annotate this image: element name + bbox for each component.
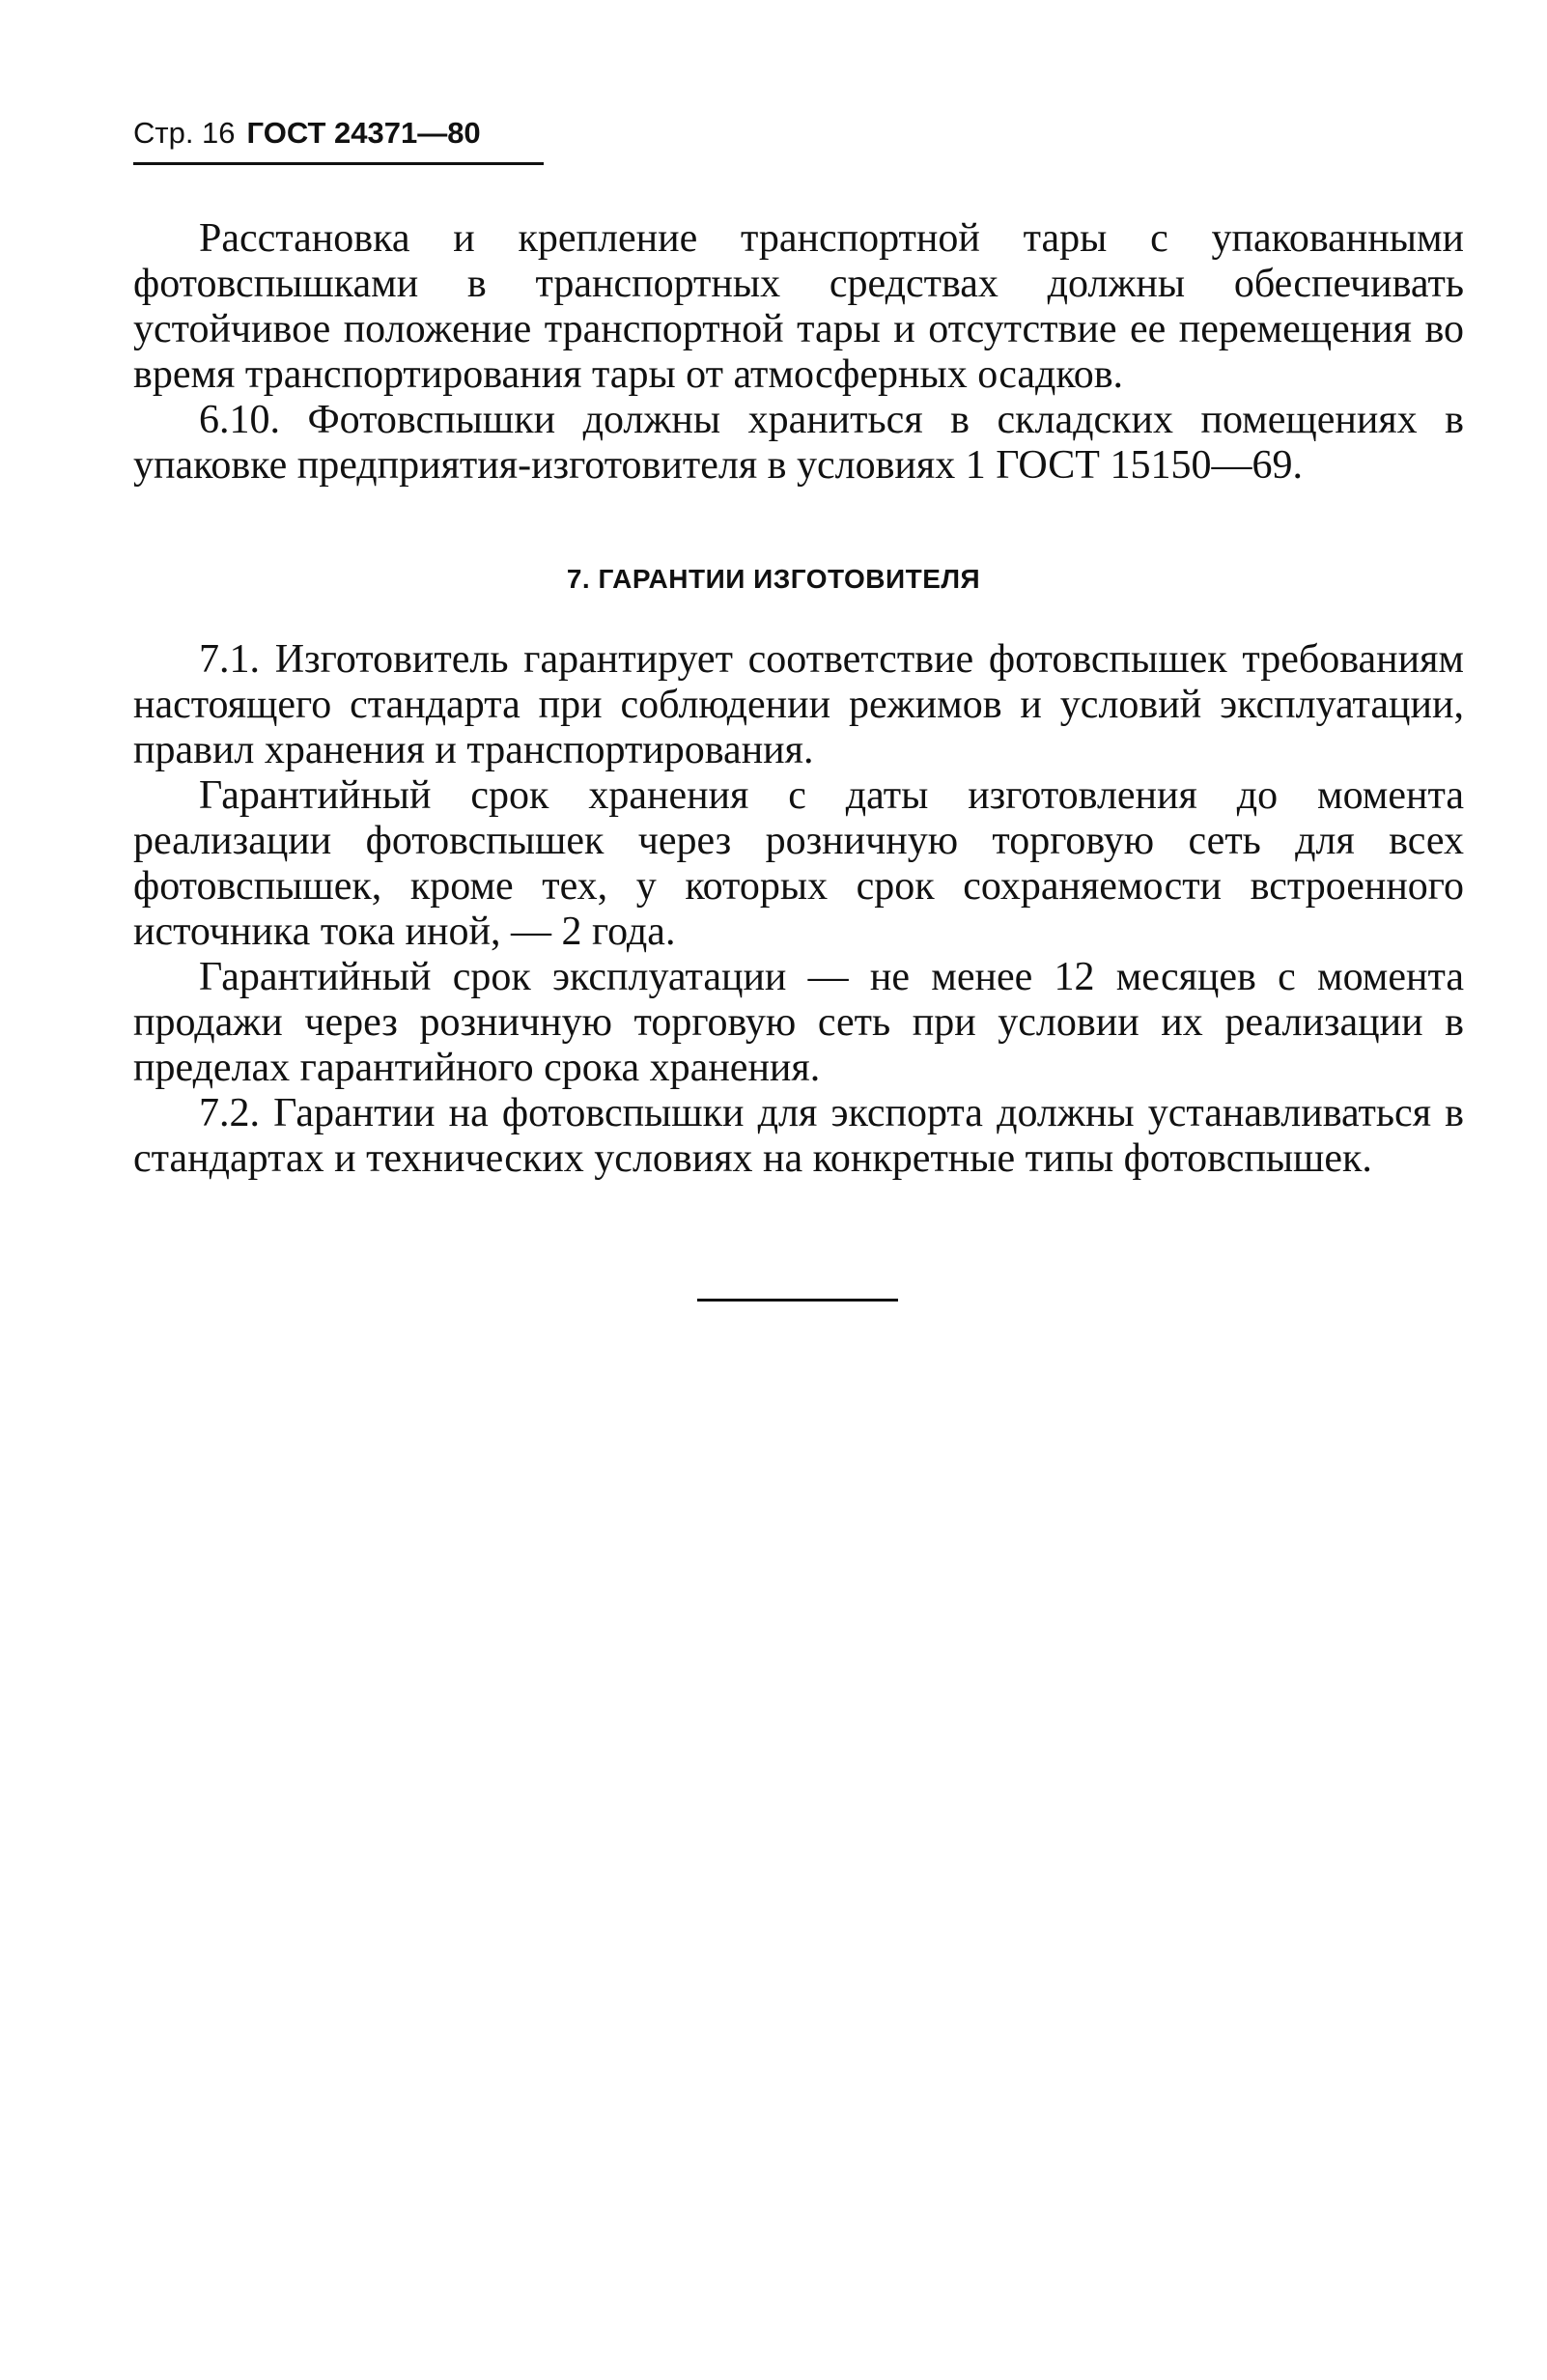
paragraph: Гарантийный срок эксплуатации — не менее 12 месяцев с момента продажи через розничную торговую сеть при условии их реализации в пределах гарантийного срока хранения. [133, 955, 1464, 1090]
paragraph: 7.2. Гарантии на фотовспышки для экспорта должны устанавливаться в стандартах и технических условиях на конкретные типы фотовспышек. [133, 1091, 1464, 1181]
paragraph: Расстановка и крепление транспортной тары с упакованными фотовспышками в транспортных средствах должны обеспечивать устойчивое положение транспортной тары и отсутствие ее перемещения во время транспортирования тары от атмосферных осадков. [133, 216, 1464, 397]
page-number: Стр. 16 [133, 116, 236, 150]
paragraph: Гарантийный срок хранения с даты изготовления до момента реализации фотовспышек через розничную торговую сеть для всех фотовспышек, кроме тех, у которых срок сохраняемости встроенного источника тока иной, — 2 года. [133, 773, 1464, 954]
paragraph: 7.1. Изготовитель гарантирует соответствие фотовспышек требованиям настоящего стандарта при соблюдении режимов и условий эксплуатации, правил хранения и транспортирования. [133, 637, 1464, 772]
section-7-text [133, 637, 1464, 1182]
section-6-text [133, 216, 1464, 489]
page-header [133, 114, 481, 153]
header-rule [133, 162, 544, 165]
standard-designation: ГОСТ 24371—80 [246, 116, 481, 150]
end-of-text-rule [697, 1299, 898, 1302]
paragraph: 6.10. Фотовспышки должны храниться в складских помещениях в упаковке предприятия-изготовителя в условиях 1 ГОСТ 15150—69. [133, 398, 1464, 488]
section-heading: 7. ГАРАНТИИ ИЗГОТОВИТЕЛЯ [566, 564, 981, 594]
